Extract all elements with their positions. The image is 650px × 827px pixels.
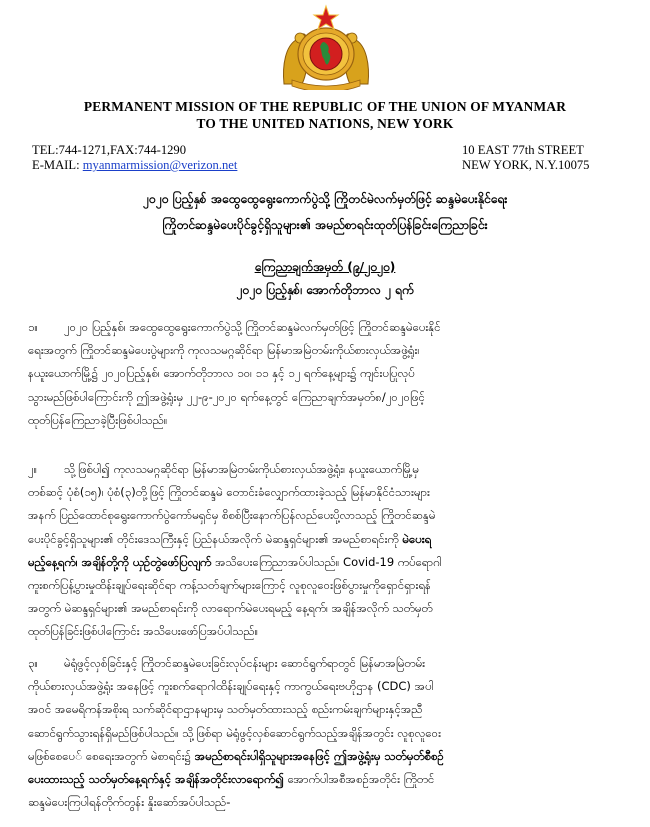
paragraph-2-line1: သို့ဖြစ်ပါ၍ ကုလသမဂ္ဂဆိုင်ရာ မြန်မာအမြဲတမ်းကိုယ်စားလှယ်အဖွဲ့ရုံး၊ နယူးယောက်မြို့မှ — [64, 462, 419, 476]
paragraph-2-line4: ပေးပိုင်ခွင့်ရှိသူများ၏ တိုင်းဒေသကြီးနှင့် ပြည်နယ်အလိုက် မဲဆန္ဒရှင်များ၏ အမည်စာရင်းကို — [28, 531, 399, 546]
mission-title-line1: PERMANENT MISSION OF THE REPUBLIC OF THE UNION OF MYANMAR — [83, 99, 567, 114]
paragraph-2-line2: တစ်ဆင့် ပုံစံ(၁၅)၊ ပုံစံ(၃)တို့ဖြင့် ကြိုတင်ဆန္ဒမဲ တောင်းခံလျှောက်ထားခဲ့သည့် မြန်မာနိုင်ငံသားများ — [28, 485, 430, 500]
paragraph-1-line3: နယူးယောက်မြို့၌ ၂၀၂၀ပြည့်နှစ်၊ အောက်တိုဘာလ ၁၀၊ ၁၁ နှင့် ၁၂ ရက်နေ့များ၌ ကျင်းပပြုလုပ် — [28, 366, 415, 381]
address-line1: 10 EAST 77th STREET — [462, 143, 584, 157]
address-line2: NEW YORK, N.Y.10075 — [462, 158, 590, 172]
paragraph-2-line8: ထုတ်ပြန်ခြင်းဖြစ်ပါကြောင်း အသိပေးဖော်ပြအပ်ပါသည်။ — [28, 624, 259, 639]
email-link[interactable]: myanmarmission@verizon.net — [82, 158, 238, 172]
mission-title-line2: TO THE UNITED NATIONS, NEW YORK — [196, 116, 454, 131]
paragraph-1-line5: ထုတ်ပြန်ကြေညာခဲ့ပြီးဖြစ်ပါသည်။ — [28, 412, 168, 427]
paragraph-2-line6: ကူးစက်ပြန့်ပွားမှုထိန်းချုပ်ရေးဆိုင်ရာ ကန့်သတ်ချက်များကြောင့် လူစုလူဝေးဖြစ်ပွားမှုကိုရှောင်ရှားရန် — [28, 578, 432, 593]
paragraph-3-line3: အဝင် အမေရိကန်အစိုးရ သက်ဆိုင်ရာဌာနများမှ သတ်မှတ်ထားသည့် စည်းကမ်းချက်များနှင့်အညီ — [28, 702, 423, 717]
paragraph-3-line5: မဖြစ်စေပေ် စေရေးအတွက် မဲစာရင်း၌ — [28, 748, 192, 763]
paragraph-2-number: ၂။ — [28, 462, 38, 476]
paragraph-3-line2: ကိုယ်စားလှယ်အဖွဲ့ရုံး အနေဖြင့် ကူးစက်ရောဂါထိန်းချုပ်ရေးနှင့် ကာကွယ်ရေးဗဟိုဌာန (CDC) အပါ — [28, 679, 434, 694]
paragraph-1-line1: ၂၀၂၀ ပြည့်နှစ်၊ အထွေထွေရွေးကောက်ပွဲသို့ ကြိုတင်ဆန္ဒမဲလက်မှတ်ဖြင့် ကြိုတင်ဆန္ဒမဲပေးနိုင် — [64, 320, 441, 334]
subject-line1: ၂၀၂၀ ပြည့်နှစ် အထွေထွေရွေးကောက်ပွဲသို့ ကြိုတင်မဲလက်မှတ်ဖြင့် ဆန္ဒမဲပေးနိုင်ရေး — [142, 192, 508, 206]
notice-number-text: ကြေညာချက်အမှတ် (၉/၂၀၂၀) — [254, 260, 396, 274]
paragraph-1 — [28, 316, 626, 432]
paragraph-3-line6-bold: ပေးထားသည့် သတ်မှတ်နေ့ရက်နှင့် အချိန်အတိုင်းလာရောက်၍ — [28, 772, 284, 787]
notice-date: ၂၀၂၀ ပြည့်နှစ်၊ အောက်တိုဘာလ ၂ ရက် — [236, 283, 414, 297]
paragraph-3-line5-bold: အမည်စာရင်းပါရှိသူများအနေဖြင့် ဤအဖွဲ့ရုံးမှ သတ်မှတ်စီစဉ် — [194, 748, 444, 763]
paragraph-2-line4-bold: မဲပေးရ — [402, 531, 432, 546]
paragraph-3-line1: မဲရုံဖွင့်လှစ်ခြင်းနှင့် ကြိုတင်ဆန္ဒမဲပေးခြင်းလုပ်ငန်းများ ဆောင်ရွက်ရာတွင် မြန်မာအမြဲတမ်း — [64, 656, 426, 670]
paragraph-2-line3: အနက် ပြည်ထောင်စုရွေးကောက်ပွဲကော်မရှင်မှ စိစစ်ပြီးနောက်ပြန်လည်ပေးပို့လာသည့် ကြိုတင်ဆန္ဒမဲ — [28, 508, 436, 523]
email-row — [32, 158, 237, 173]
subject-heading — [30, 186, 620, 238]
paragraph-1-line2: ရေးအတွက် ကြိုတင်ဆန္ဒမဲပေးပွဲများကို ကုလသမဂ္ဂဆိုင်ရာ မြန်မာအမြဲတမ်းကိုယ်စားလှယ်အဖွဲ့ရုံး၊ — [28, 343, 420, 358]
paragraph-3-line4: ဆောင်ရွက်သွားရန်ရှိမည်ဖြစ်ပါသည်။ သို့ဖြစ်ရာ မဲရုံဖွင့်လှစ်ဆောင်ရွက်သည့်အချိန်အတွင်း လူစုလူဝေး — [28, 725, 442, 740]
paragraph-3-number: ၃။ — [28, 656, 38, 670]
paragraph-3-line6: အောက်ပါအစီအစဉ်အတိုင်း ကြိုတင် — [287, 772, 435, 787]
email-label: E-MAIL: — [32, 158, 80, 172]
paragraph-1-number: ၁။ — [28, 320, 38, 334]
paragraph-3 — [28, 652, 626, 814]
subject-line2: ကြိုတင်ဆန္ဒမဲပေးပိုင်ခွင့်ရှိသူများ၏ အမည်စာရင်းထုတ်ပြန်ခြင်းကြေညာခြင်း — [162, 218, 488, 232]
tel-fax: TEL:744-1271,FAX:744-1290 — [32, 143, 187, 157]
paragraph-3-line7: ဆန္ဒမဲပေးကြပါရန်တိုက်တွန်း နှိုးဆော်အပ်ပါသည်- — [28, 795, 231, 810]
paragraph-1-line4: သွားမည်ဖြစ်ပါကြောင်းကို ဤအဖွဲ့ရုံးမှ ၂၂-၉-၂၀၂၀ ရက်နေ့တွင် ကြေညာချက်အမှတ်၈/၂၀၂၀ဖြင့် — [28, 389, 425, 404]
paragraph-2 — [28, 458, 626, 644]
notice-number — [0, 259, 650, 277]
state-seal-emblem — [278, 4, 374, 90]
paragraph-2-line5: အသိပေးကြေညာအပ်ပါသည်။ Covid-19 ကပ်ရောဂါ — [215, 554, 442, 569]
paragraph-2-line7: အတွက် မဲဆန္ဒရှင်များ၏ အမည်စာရင်းကို လာရောက်မဲပေးရမည့် နေ့ရက်၊ အချိန်အလိုက် သတ်မှတ် — [28, 601, 433, 616]
paragraph-2-line5-bold: မည့်နေ့ရက်၊ အချိန်တို့ကို ယှဉ်တွဲဖော်ပြလျက် — [28, 554, 212, 569]
